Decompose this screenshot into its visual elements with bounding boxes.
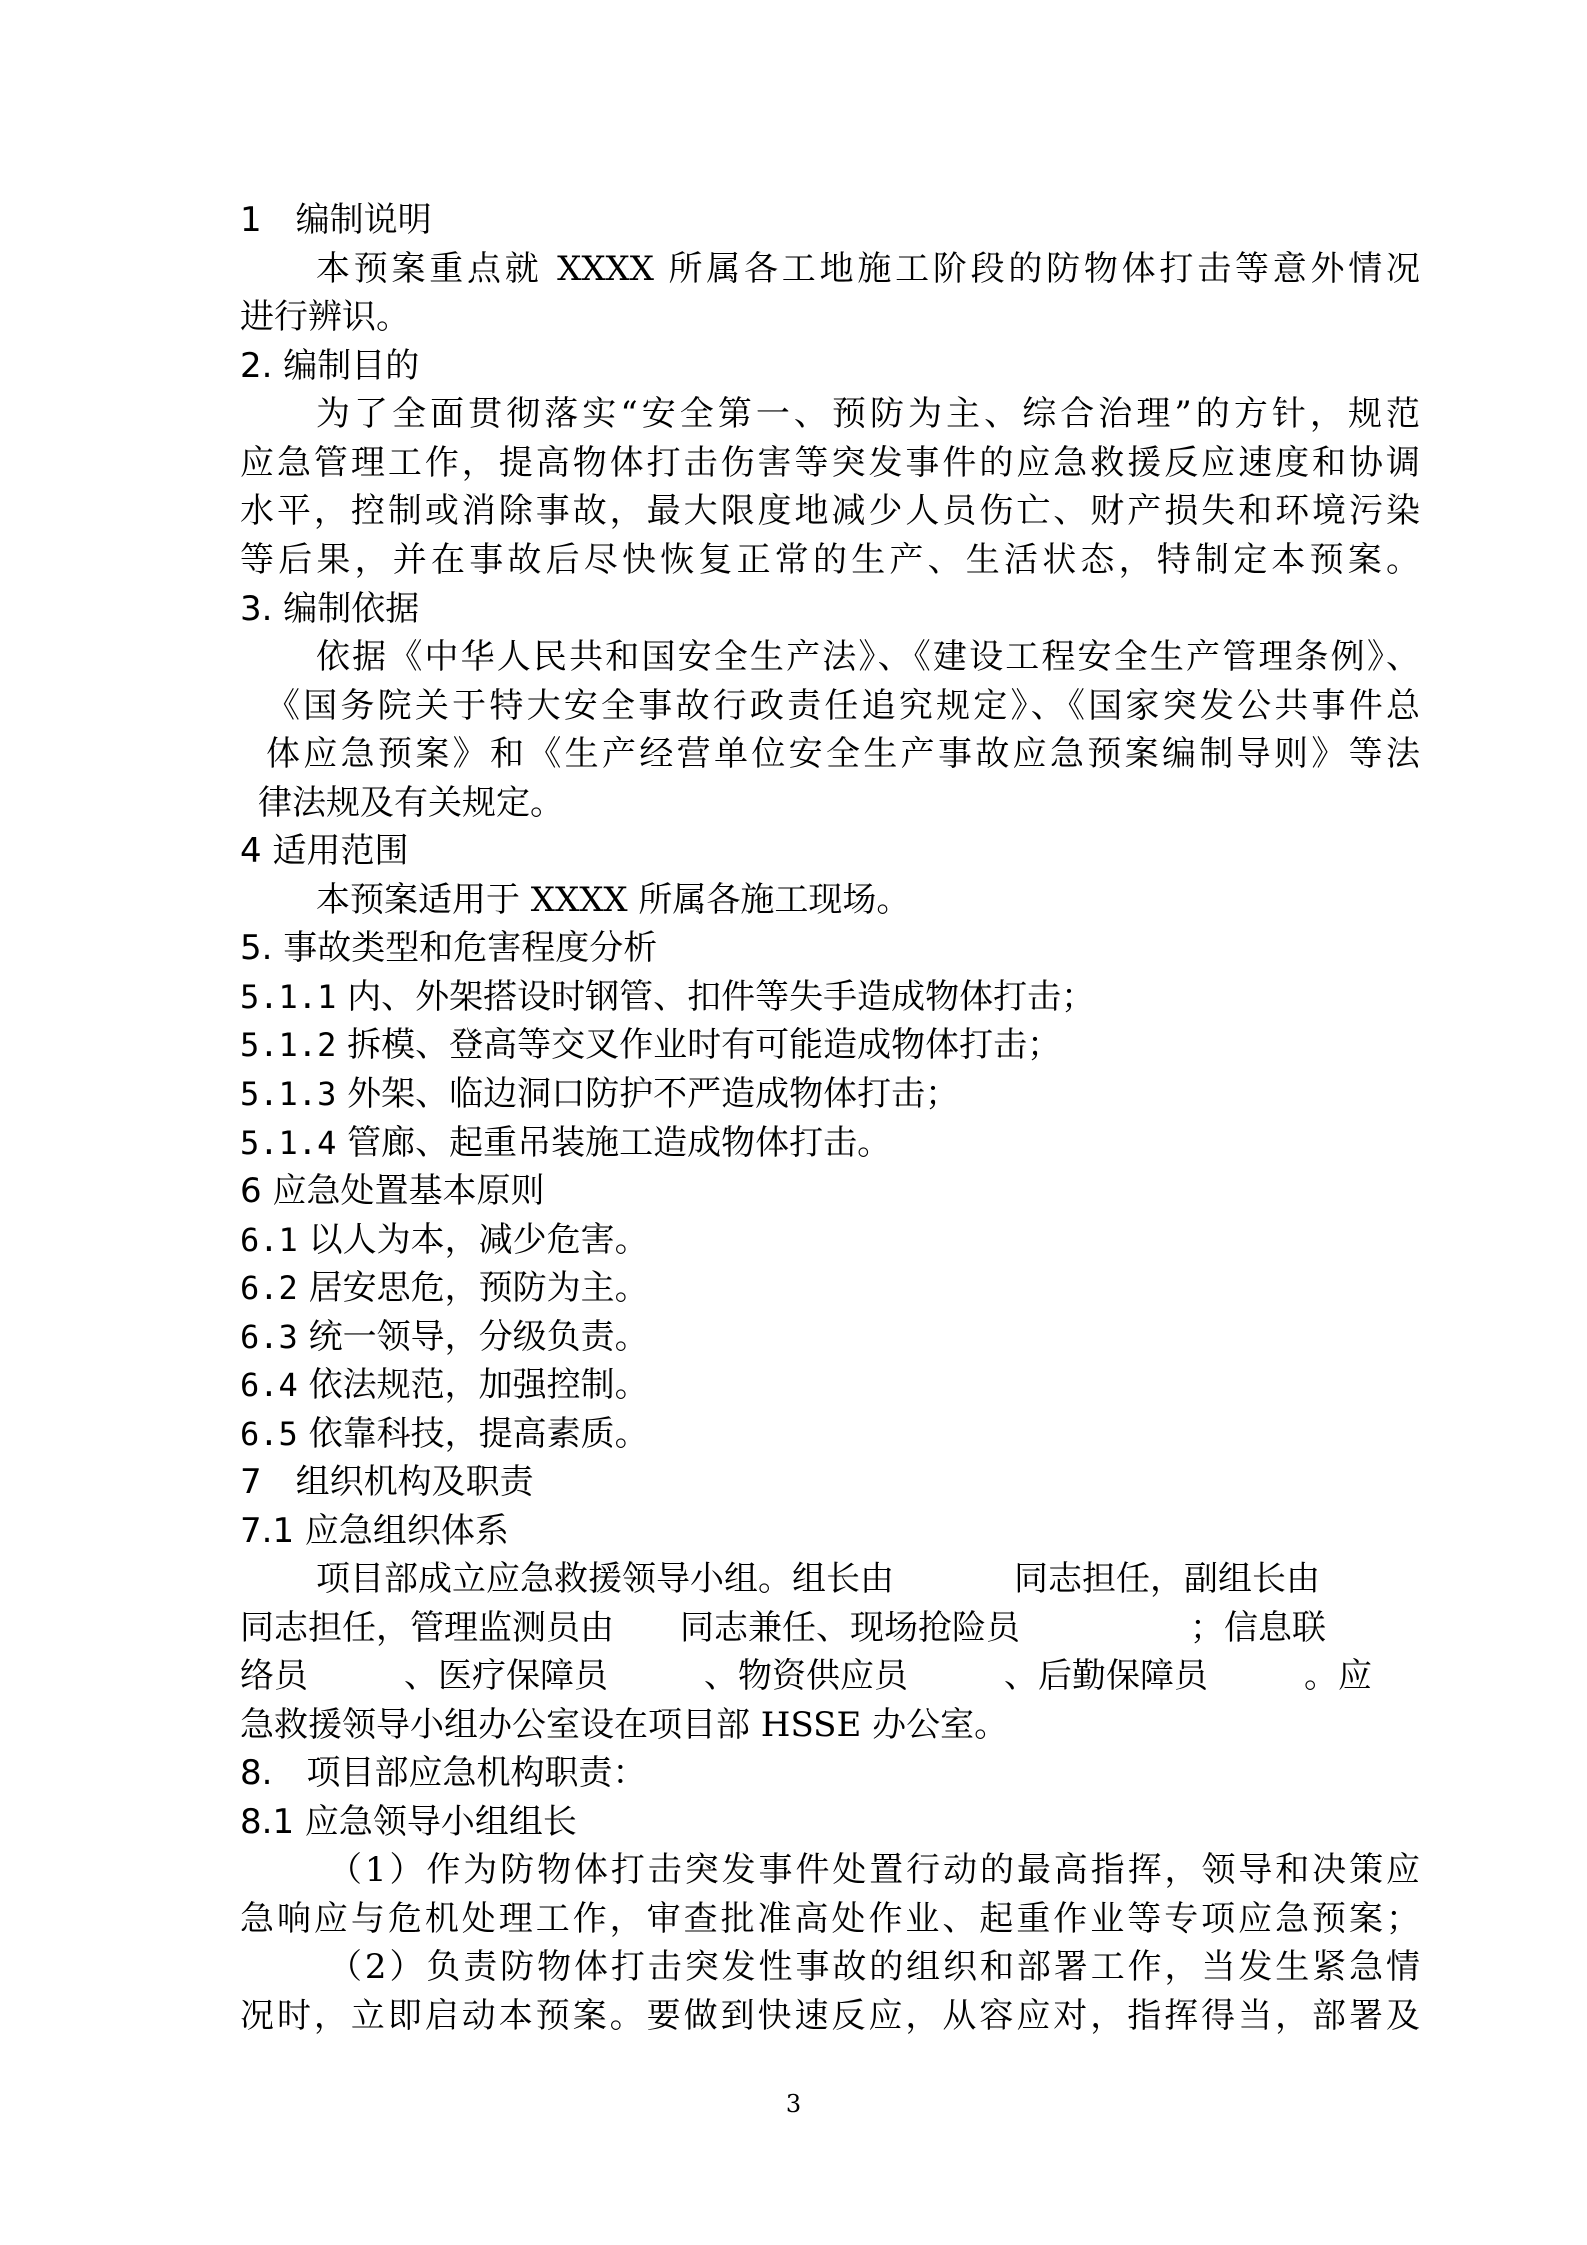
body-line: 进行辨识。 (240, 297, 410, 337)
text-fragment: 同志兼任、现场抢险员 (680, 1608, 1020, 1648)
body-line: 律法规及有关规定。 (258, 783, 564, 823)
item-number: 6.2 (240, 1269, 298, 1307)
heading-4: 4 适用范围 (240, 831, 409, 871)
item-text: 依靠科技，提高素质。 (308, 1414, 649, 1454)
heading-7-1: 7.1 应急组织体系 (240, 1511, 509, 1551)
list-item (240, 1021, 1420, 1069)
item-text: 管廊、起重吊装施工造成物体打击。 (347, 1123, 892, 1163)
text-fragment: 、医疗保障员 (404, 1656, 608, 1696)
item-text: 统一领导，分级负责。 (308, 1317, 649, 1357)
list-item (240, 1313, 1420, 1361)
body-line: 况时，立即启动本预案。要做到快速反应，从容应对，指挥得当，部署及 (240, 1996, 1420, 2036)
text-fragment: 、物资供应员 (704, 1656, 908, 1696)
list-item (240, 1361, 1420, 1409)
body-line: 依据《中华人民共和国安全生产法》、《建设工程安全生产管理条例》、 (316, 637, 1420, 677)
list-item (240, 1070, 1420, 1118)
body-line: 本预案适用于 XXXX 所属各施工现场。 (316, 880, 911, 920)
heading-3: 3. 编制依据 (240, 589, 420, 629)
list-item (240, 1216, 1420, 1264)
text-fragment: 、后勤保障员 (1004, 1656, 1208, 1696)
page-number: 3 (785, 2090, 802, 2118)
heading-2: 2. 编制目的 (240, 346, 420, 386)
body-line: 《国务院关于特大安全事故行政责任追究规定》、《国家突发公共事件总 (266, 686, 1420, 726)
body-line: 为了全面贯彻落实“安全第一、预防为主、综合治理”的方针，规范 (316, 394, 1420, 434)
body-line: （1）作为防物体打击突发事件处置行动的最高指挥，领导和决策应 (328, 1850, 1420, 1890)
body-line: 水平，控制或消除事故，最大限度地减少人员伤亡、财产损失和环境污染 (240, 491, 1420, 531)
list-item (240, 1410, 1420, 1458)
text-fragment: ；信息联 (1190, 1608, 1326, 1648)
body-line: 急响应与危机处理工作，审查批准高处作业、起重作业等专项应急预案； (240, 1899, 1420, 1939)
item-number: 6.4 (240, 1366, 298, 1404)
text-fragment: 同志担任，副组长由 (1014, 1559, 1320, 1599)
heading-6: 6 应急处置基本原则 (240, 1171, 545, 1211)
body-line: 应急管理工作，提高物体打击伤害等突发事件的应急救援反应速度和协调 (240, 443, 1420, 483)
heading-7: 7 组织机构及职责 (240, 1462, 534, 1502)
item-text: 拆模、登高等交叉作业时有可能造成物体打击； (347, 1025, 1062, 1065)
body-line (240, 1652, 1420, 1700)
item-text: 内、外架搭设时钢管、扣件等失手造成物体打击； (347, 977, 1096, 1017)
item-number: 6.3 (240, 1318, 298, 1356)
item-text: 居安思危，预防为主。 (308, 1268, 649, 1308)
heading-5: 5. 事故类型和危害程度分析 (240, 928, 658, 968)
text-fragment: 。应 (1304, 1656, 1372, 1696)
body-line: 本预案重点就 XXXX 所属各工地施工阶段的防物体打击等意外情况 (316, 249, 1420, 289)
body-line: 等后果，并在事故后尽快恢复正常的生产、生活状态，特制定本预案。 (240, 540, 1420, 580)
body-line (240, 1604, 1420, 1652)
item-text: 依法规范，加强控制。 (308, 1365, 649, 1405)
item-number: 6.5 (240, 1415, 298, 1453)
heading-8: 8. 项目部应急机构职责： (240, 1753, 647, 1793)
item-number: 6.1 (240, 1221, 298, 1259)
list-item (240, 973, 1420, 1021)
list-item (240, 1264, 1420, 1312)
text-fragment: 项目部成立应急救援领导小组。组长由 (316, 1559, 894, 1599)
text-fragment: 同志担任，管理监测员由 (240, 1608, 614, 1648)
item-number: 5.1.4 (240, 1124, 337, 1162)
heading-1: 1 编制说明 (240, 200, 432, 240)
body-line: （2）负责防物体打击突发性事故的组织和部署工作，当发生紧急情 (328, 1947, 1420, 1987)
list-item (240, 1119, 1420, 1167)
item-text: 以人为本，减少危害。 (308, 1220, 649, 1260)
body-line: 急救援领导小组办公室设在项目部 HSSE 办公室。 (240, 1705, 1009, 1745)
item-number: 5.1.2 (240, 1026, 337, 1064)
item-number: 5.1.3 (240, 1075, 337, 1113)
body-line: 体应急预案》和《生产经营单位安全生产事故应急预案编制导则》等法 (266, 734, 1420, 774)
body-line (240, 1555, 1420, 1603)
item-number: 5.1.1 (240, 978, 337, 1016)
heading-8-1: 8.1 应急领导小组组长 (240, 1802, 577, 1842)
text-fragment: 络员 (240, 1656, 308, 1696)
item-text: 外架、临边洞口防护不严造成物体打击； (347, 1074, 960, 1114)
